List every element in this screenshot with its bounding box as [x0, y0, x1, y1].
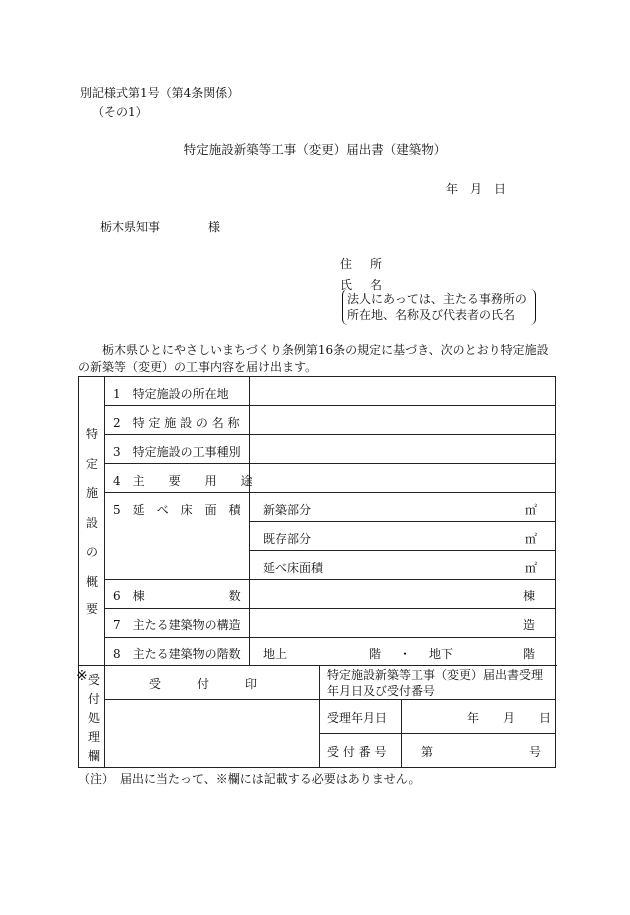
- reception-side-header: 受 付 処 理 欄: [87, 673, 100, 763]
- document-title: 特定施設新築等工事（変更）届出書（建築物）: [183, 142, 447, 157]
- honorific: 様: [208, 220, 221, 234]
- floors-separator: ・: [399, 647, 412, 661]
- name-label: 氏 名: [340, 278, 386, 292]
- row-label-facility-name: 2 特 定 施 設 の 名 称: [113, 416, 240, 430]
- row-label-floors: 8 主たる建築物の階数: [113, 647, 241, 661]
- work-type-field[interactable]: [250, 436, 555, 463]
- receipt-date-value: 年 月 日: [467, 711, 552, 725]
- row-label-building-count: 6 棟 数: [113, 589, 241, 603]
- floors-above-unit: 階: [369, 647, 382, 661]
- intro-paragraph: 栃木県ひとにやさしいまちづくり条例第16条の規定に基づき、次のとおり特定施設の新築等（変更）の工事内容を届け出ます。: [78, 343, 549, 374]
- side-header: 特 定 施 設 の 概 要: [85, 427, 98, 616]
- addressee-name: 栃木県知事: [100, 220, 161, 234]
- overview-table: [78, 376, 556, 768]
- row-label-location: 1 特定施設の所在地: [113, 387, 229, 401]
- new-area-unit: ㎡: [525, 503, 538, 517]
- addressee: [100, 218, 220, 235]
- existing-area-label: 既存部分: [263, 532, 312, 546]
- row-label-main-use: 4 主 要 用 途: [113, 474, 253, 488]
- building-count-unit: 棟: [523, 589, 536, 603]
- structure-unit: 造: [523, 618, 536, 632]
- receipt-number-label: 受 付 番 号: [327, 745, 387, 759]
- receipt-date-label: 受理年月日: [327, 711, 388, 725]
- form-sub-label: （その1）: [92, 105, 148, 119]
- receipt-number-prefix: 第: [421, 745, 434, 759]
- row-label-structure: 7 主たる建築物の構造: [113, 618, 241, 632]
- form-number-label: 別記様式第1号（第4条関係）: [80, 86, 240, 100]
- row-label-work-type: 3 特定施設の工事種別: [113, 445, 241, 459]
- date-line: 年 月 日: [446, 182, 507, 196]
- stamp-header: 受 付 印: [149, 677, 258, 691]
- reception-mark: ※: [76, 668, 88, 684]
- facility-name-field[interactable]: [250, 407, 555, 434]
- footer-note: （注） 届出に当たって、※欄には記載する必要はありません。: [78, 772, 421, 786]
- total-area-unit: ㎡: [525, 561, 538, 575]
- main-use-field[interactable]: [250, 465, 555, 492]
- floors-above-label: 地上: [263, 647, 288, 661]
- row-label-floor-area: 5 延 べ 床 面 積: [113, 503, 241, 517]
- total-area-label: 延べ床面積: [263, 561, 324, 575]
- location-field[interactable]: [250, 378, 555, 405]
- floors-below-unit: 階: [523, 647, 536, 661]
- floors-below-label: 地下: [429, 647, 454, 661]
- new-area-label: 新築部分: [263, 503, 312, 517]
- receipt-number-suffix: 号: [529, 745, 542, 759]
- existing-area-unit: ㎡: [525, 532, 538, 546]
- receipt-header: 特定施設新築等工事（変更）届出書受理年月日及び受付番号: [327, 668, 544, 698]
- address-label: 住 所: [340, 257, 386, 271]
- corporation-note: 法人にあっては、主たる事務所の所在地、名称及び代表者の氏名: [342, 289, 536, 325]
